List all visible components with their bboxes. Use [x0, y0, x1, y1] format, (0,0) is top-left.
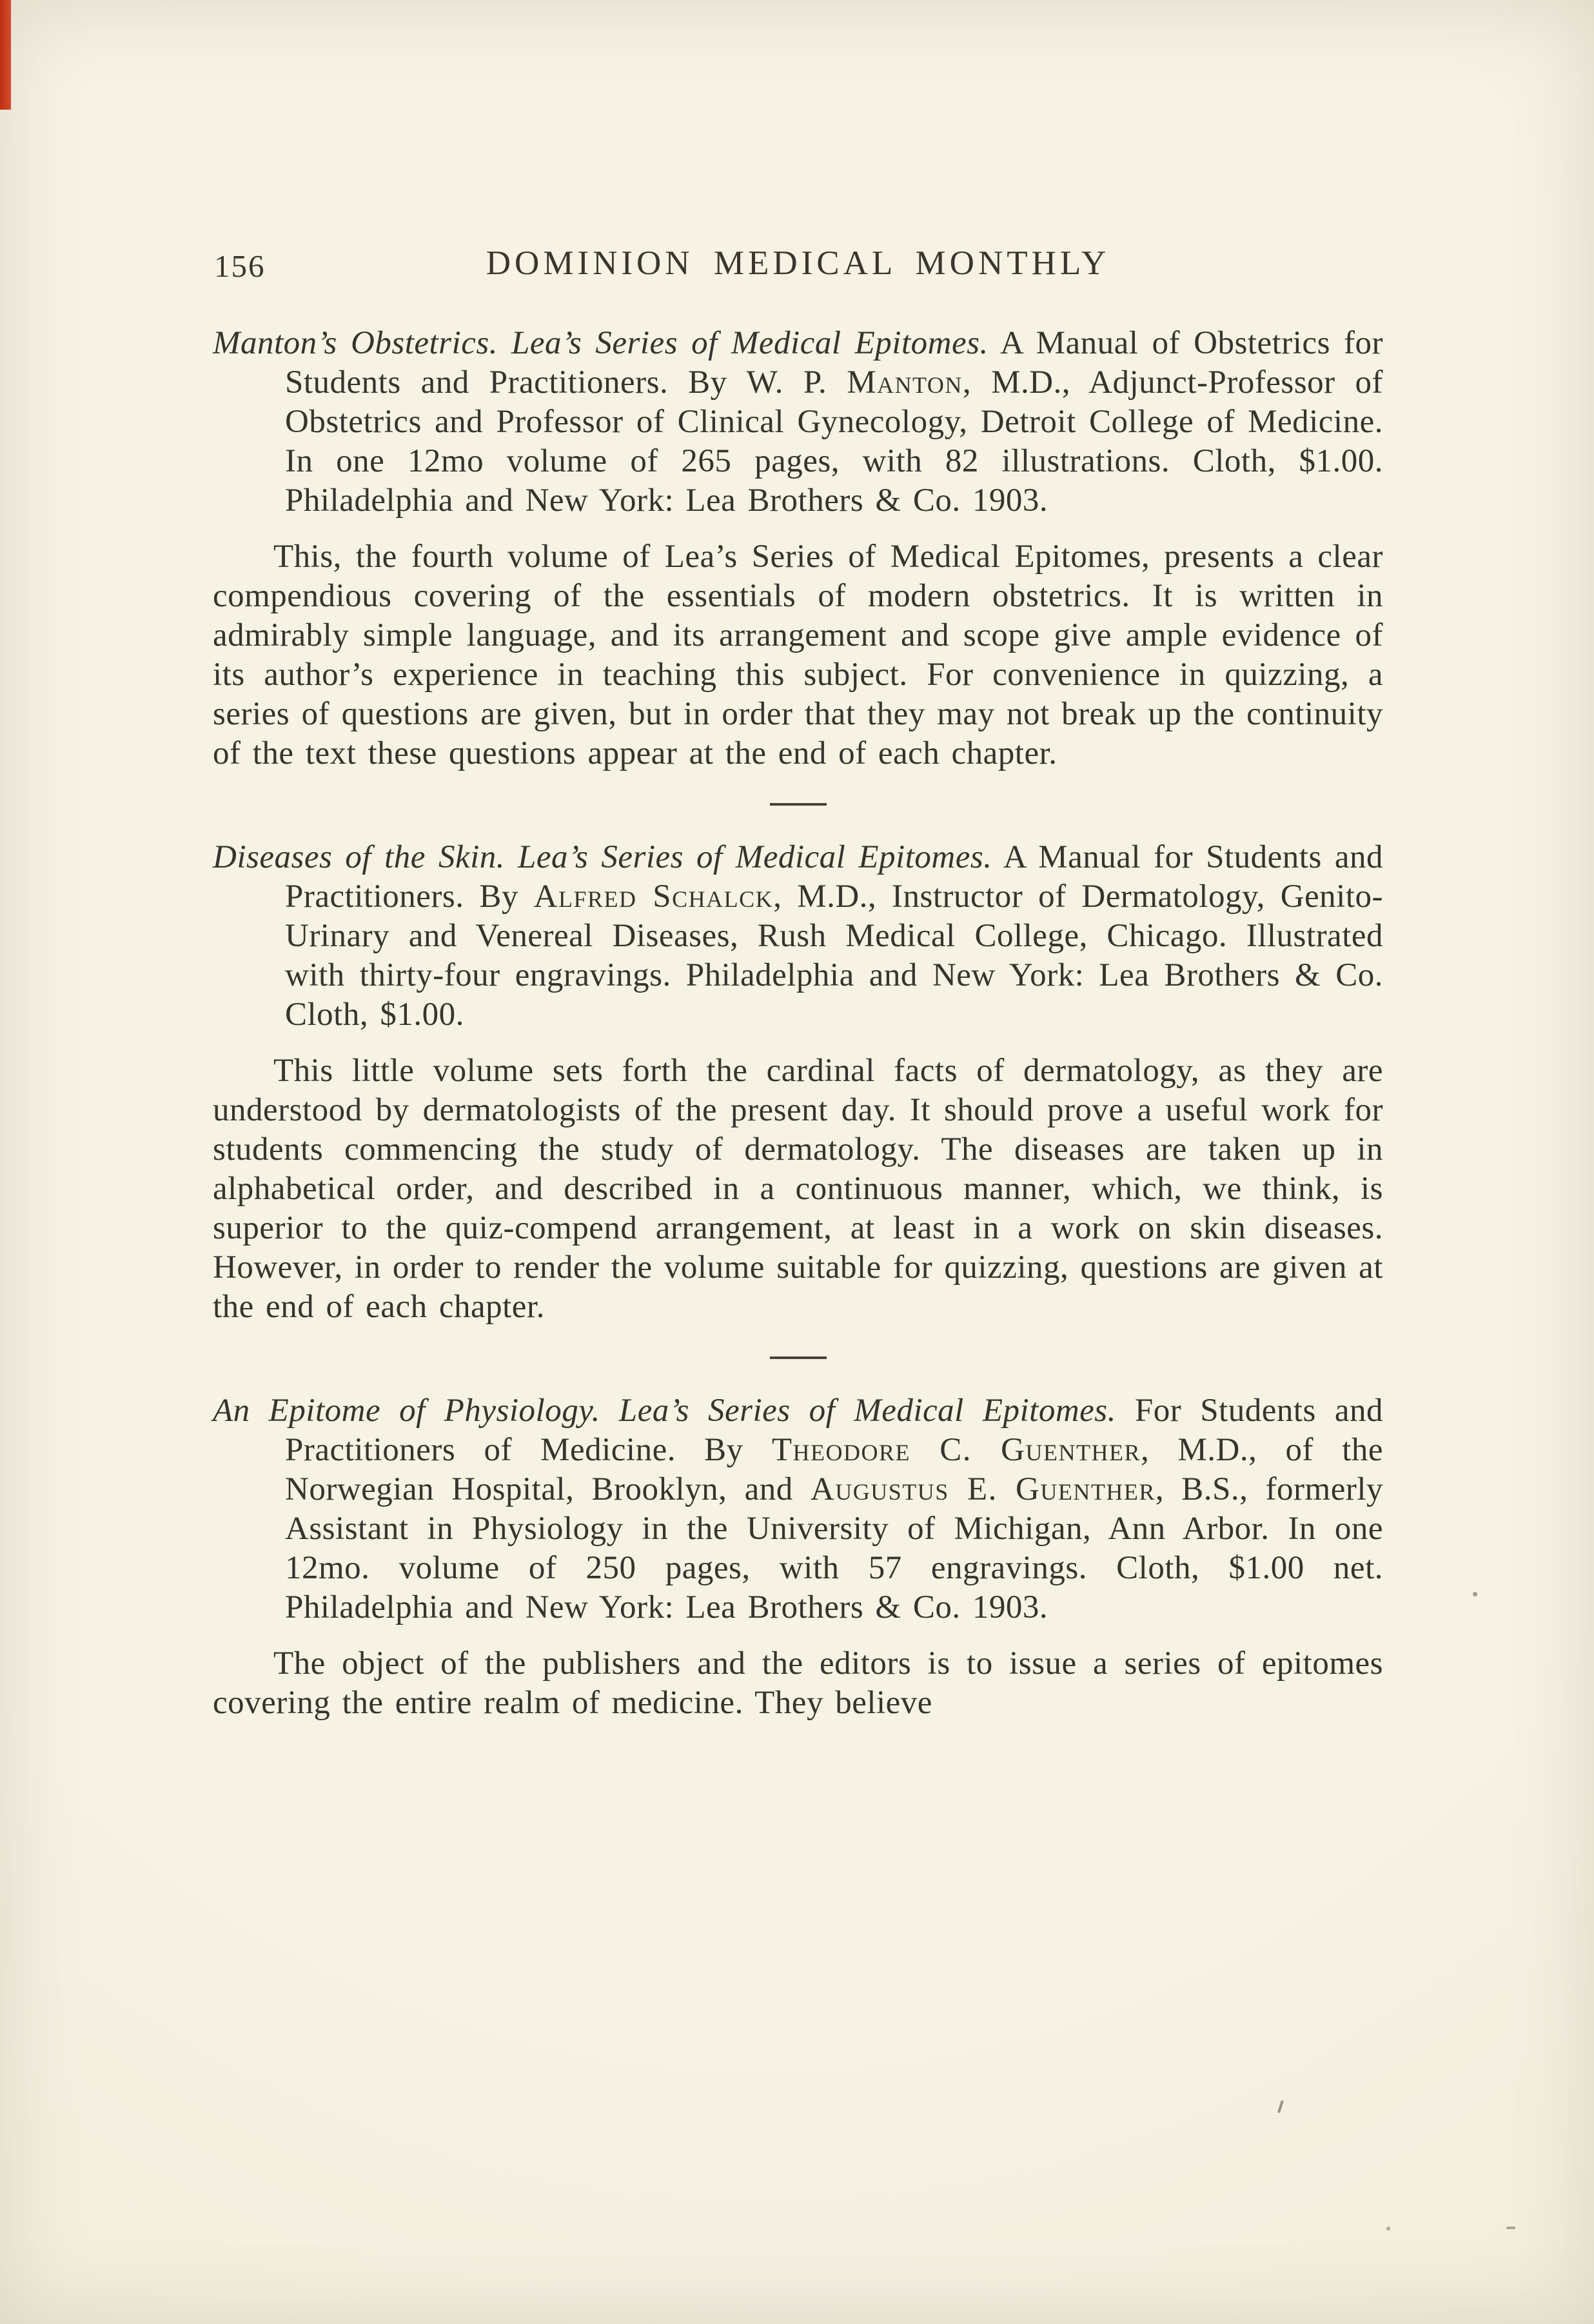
- reviews: [213, 324, 1383, 1723]
- page-number: 156: [214, 248, 266, 284]
- review-paragraph: The object of the publishers and the editors is to issue a series of epitomes covering the entire realm of medicine. They believe: [213, 1645, 1383, 1721]
- citation-segment-smallcaps: Augustus E. Guenther: [810, 1471, 1156, 1507]
- citation-segment-smallcaps: Alfred Schalck: [533, 879, 774, 915]
- citation-segment-italic: An Epitome of Physiology. Lea’s Series of Medical Epitomes.: [213, 1393, 1116, 1429]
- citation-segment-normal: A Manual of Obstetrics for Students and Practitioners. By W. P.: [285, 325, 1383, 401]
- citation-segment-smallcaps: Manton: [847, 364, 963, 401]
- book-citation: [213, 838, 1383, 1035]
- book-citation: [213, 324, 1383, 521]
- page-content: [213, 244, 1383, 1729]
- section-divider: [770, 1356, 827, 1359]
- citation-segment-normal: A Manual for Students and Practitioners. By: [285, 839, 1384, 915]
- scan-artifact: [1386, 2227, 1390, 2230]
- citation-segment-italic: Diseases of the Skin. Lea’s Series of Medical Epitomes.: [213, 839, 992, 875]
- citation-segment-normal: , M.D., Instructor of Dermatology, Genito-Urinary and Venereal Diseases, Rush Medical College, Chicago. Illustrated with thirty-four engravings. Philadelphia and New York: Lea Brothers & Co. Cloth, $1.00.: [285, 879, 1383, 1033]
- citation-segment-smallcaps: Theodore C. Guenther: [771, 1432, 1141, 1468]
- citation-segment-normal: , M.D., of the Norwegian Hospital, Brooklyn, and: [285, 1432, 1384, 1507]
- review-paragraph: This little volume sets forth the cardinal facts of dermatology, as they are understood by dermatologists of the present day. It should prove a useful work for students commencing the study of dermatology. The diseases are taken up in alphabetical order, and described in a continuous manner, which, we think, is superior to the quiz-compend arrangement, at least in a work on skin diseases. However, in order to render the volume suitable for quizzing, questions are given at the end of each chapter.: [213, 1053, 1383, 1325]
- journal-title: DOMINION MEDICAL MONTHLY: [486, 244, 1110, 282]
- scan-artifact: [1506, 2227, 1515, 2229]
- page-header: [213, 244, 1383, 286]
- citation-segment-normal: , B.S., formerly Assistant in Physiology in the University of Michigan, Ann Arbor. In one 12mo. volume of 250 pages, with 57 engravings. Cloth, $1.00 net. Philadelphia and New York: Lea Brothers & Co. 1903.: [285, 1471, 1383, 1625]
- citation-segment-normal: , M.D., Adjunct-Professor of Obstetrics and Professor of Clinical Gynecology, Detroit College of Medicine. In one 12mo volume of 265 pages, with 82 illustrations. Cloth, $1.00. Philadelphia and New York: Lea Brothers & Co. 1903.: [285, 364, 1383, 519]
- scan-artifact: [1277, 2100, 1284, 2113]
- section-divider: [770, 803, 827, 806]
- citation-segment-normal: For Students and Practitioners of Medicine. By: [285, 1393, 1384, 1468]
- citation-segment-italic: Manton’s Obstetrics. Lea’s Series of Medical Epitomes.: [213, 325, 989, 361]
- review-paragraph: This, the fourth volume of Lea’s Series of Medical Epitomes, presents a clear compendious covering of the essentials of modern obstetrics. It is written in admirably simple language, and its arrangement and scope give ample evidence of its author’s experience in teaching this subject. For convenience in quizzing, a series of questions are given, but in order that they may not break up the continuity of the text these questions appear at the end of each chapter.: [213, 539, 1383, 771]
- book-citation: [213, 1391, 1383, 1627]
- scan-artifact: [1473, 1592, 1477, 1596]
- scan-edge-red-artifact: [0, 0, 11, 110]
